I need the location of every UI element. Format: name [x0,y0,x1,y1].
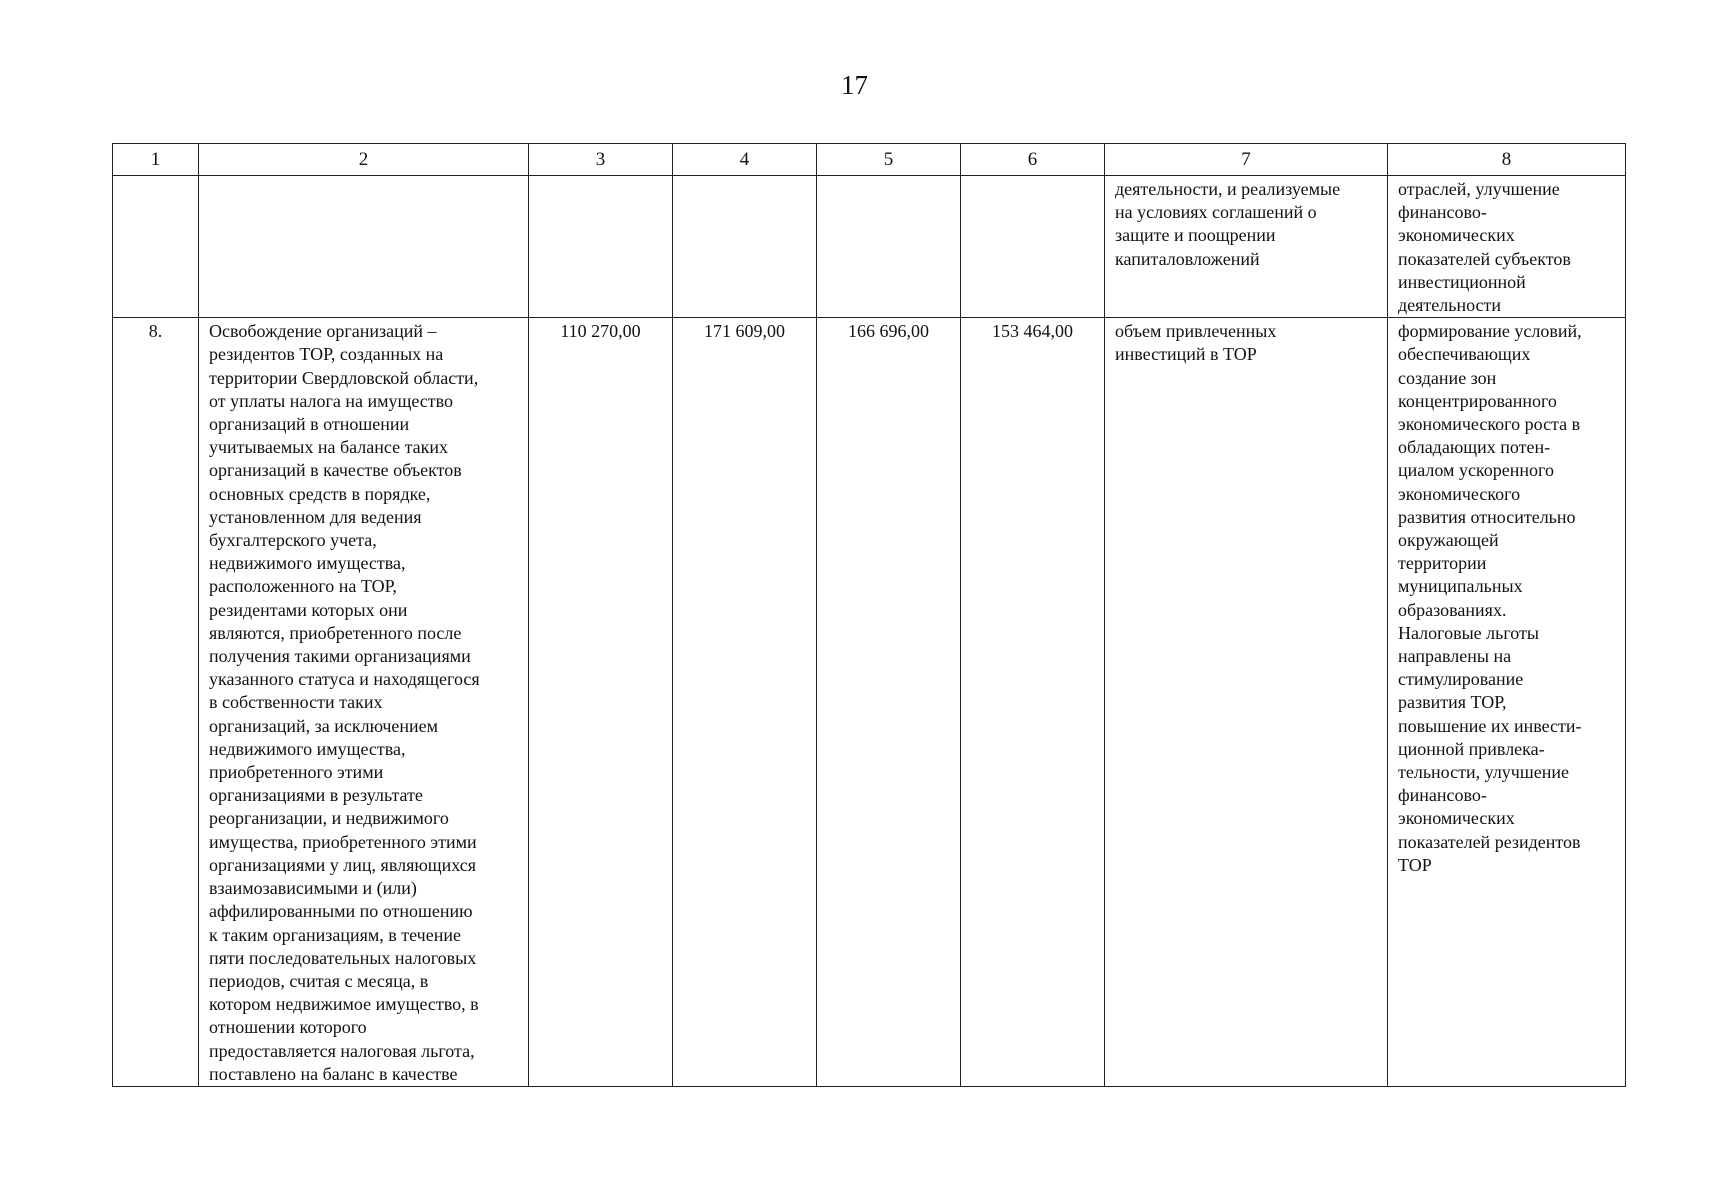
cont-cell-7 [1105,176,1388,318]
cont-cell-8 [1388,176,1626,318]
header-cell-3: 3 [529,144,673,176]
cont-cell-5 [817,176,961,318]
value-cell-3 [529,318,673,1087]
value-3: 110 270,00 [560,321,641,342]
header-cell-7: 7 [1105,144,1388,176]
goal-text: формирование условий, обеспечивающих создание зон концентрированного экономического роста в обладающих потен- циалом ускоренного экономического развития относительно окружающей территории муниципальных образованиях. Налоговые льготы направлены на стимулирование развития ТОР, повышение их инвести- ционной привлека- тельности, улучшение финансово- экономических показателей резидентов ТОР [1398,321,1582,875]
cont-cell-4 [673,176,817,318]
header-cell-2: 2 [199,144,529,176]
value-6: 153 464,00 [992,321,1073,342]
row-number-cell [113,318,199,1087]
value-cell-4 [673,318,817,1087]
value-5: 166 696,00 [848,321,929,342]
header-cell-4: 4 [673,144,817,176]
header-cell-1: 1 [113,144,199,176]
row-number: 8. [148,321,163,342]
indicator-text: объем привлеченных инвестиций в ТОР [1115,321,1277,365]
header-row [113,144,1626,176]
value-cell-5 [817,318,961,1087]
table-row-8 [113,318,1626,1087]
cont-cell-2 [199,176,529,318]
continuation-row [113,176,1626,318]
cont-cell-6 [961,176,1105,318]
header-cell-5: 5 [817,144,961,176]
cont-cell-8-text: отраслей, улучшение финансово- экономических показателей субъектов инвестиционной деятельности [1398,179,1571,316]
description-text: Освобождение организаций – резидентов ТОР, созданных на территории Свердловской области, от уплаты налога на имущество организаций в отношении учитываемых на балансе таких организаций в качестве объектов основных средств в порядке, установленном для ведения бухгалтерского учета, недвижимого имущества, расположенного на ТОР, резидентами которых они являются, приобретенного после получения такими организациями указанного статуса и находящегося в собственности таких организаций, за исключением недвижимого имущества, приобретенного этими организациями в результате реорганизации, и недвижимого имущества, приобретенного этими организациями у лиц, являющихся взаимозависимыми и (или) аффилированными по отношению к таким организациям, в течение пяти последовательных налоговых периодов, считая с месяца, в котором недвижимое имущество, в отношении которого предоставляется налоговая льгота, поставлено на баланс в качестве [209,321,480,1084]
cont-cell-3 [529,176,673,318]
cont-cell-1 [113,176,199,318]
header-cell-6: 6 [961,144,1105,176]
cont-cell-7-text: деятельности, и реализуемые на условиях соглашений о защите и поощрении капиталовложений [1115,179,1341,269]
page-number: 17 [841,70,868,100]
goal-cell [1388,318,1626,1087]
benefits-table [112,143,1626,1087]
description-cell [199,318,529,1087]
indicator-cell [1105,318,1388,1087]
value-4: 171 609,00 [704,321,785,342]
header-cell-8: 8 [1388,144,1626,176]
value-cell-6 [961,318,1105,1087]
